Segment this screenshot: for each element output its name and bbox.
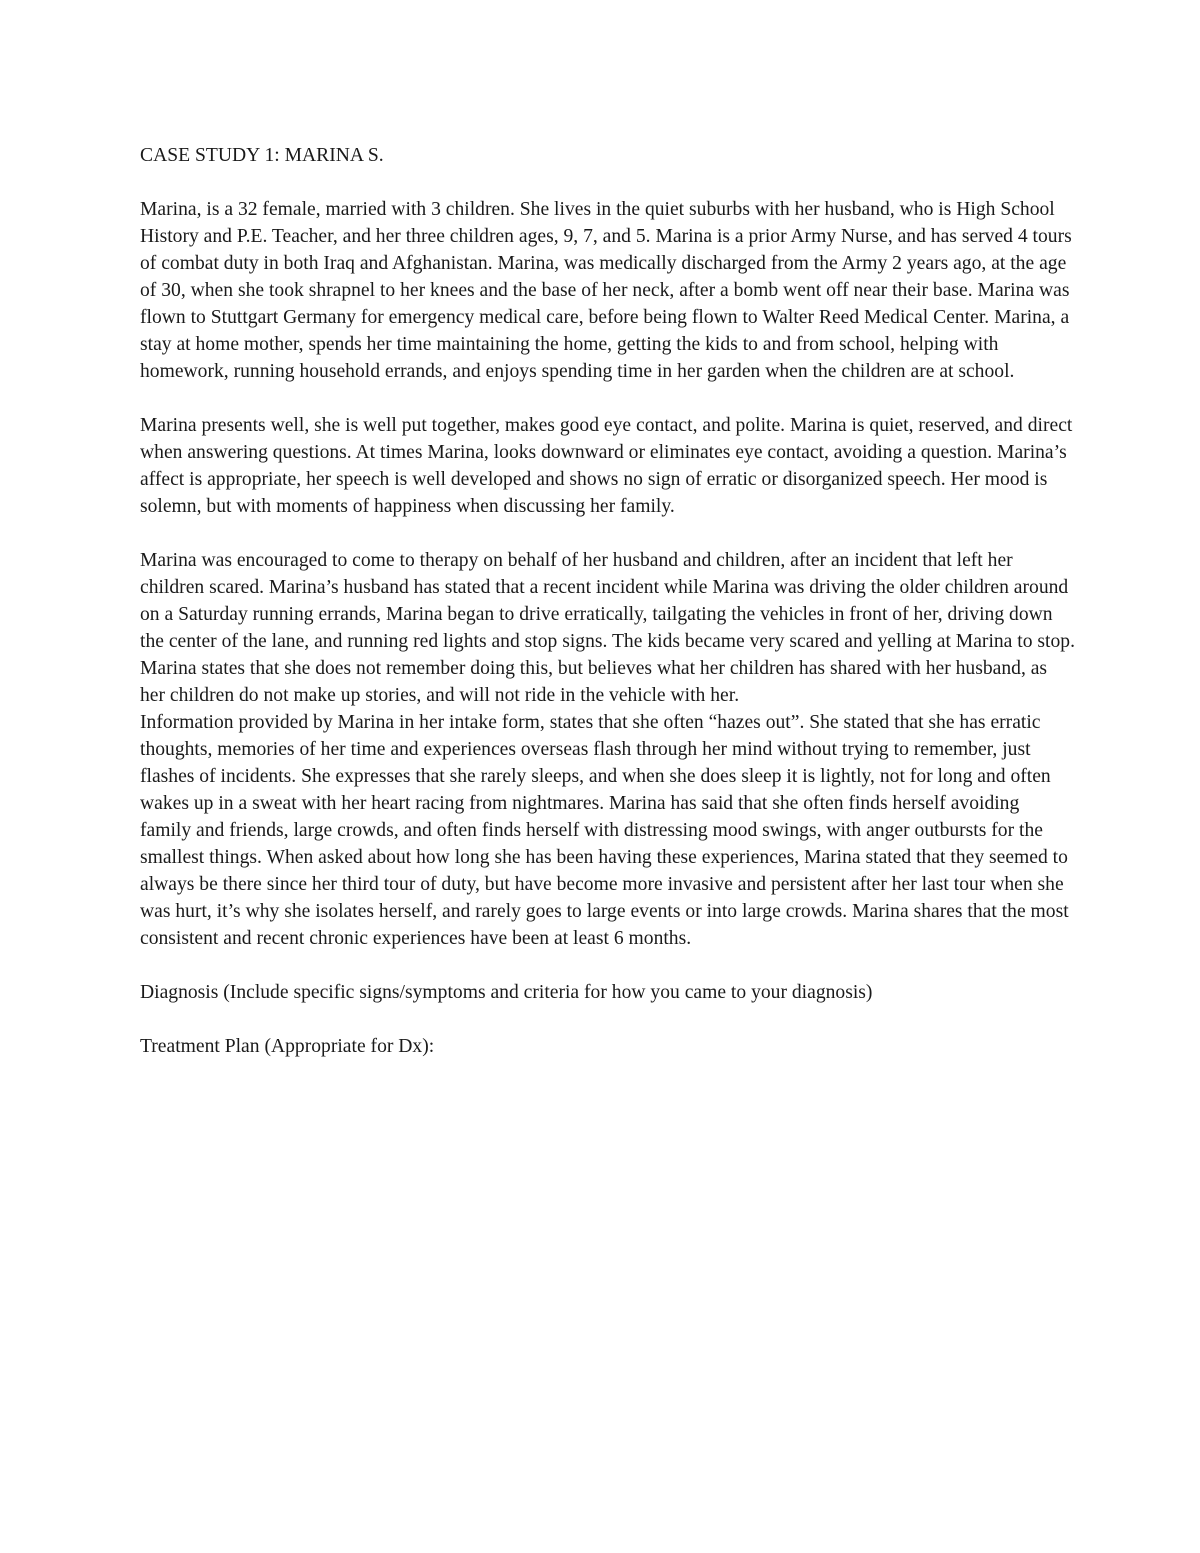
paragraph-background: Marina, is a 32 female, married with 3 children. She lives in the quiet suburbs with her husband, who is High School History and P.E. Teacher, and her three children ages, 9, 7, and 5. Marina is a prior Army Nurse, and has served 4 tours of combat duty in both Iraq and Afghanistan. Marina, was medically discharged from the Army 2 years ago, at the age of 30, when she took shrapnel to her knees and the base of her neck, after a bomb went off near their base. Marina was flown to Stuttgart Germany for emergency medical care, before being flown to Walter Reed Medical Center. Marina, a stay at home mother, spends her time maintaining the home, getting the kids to and from school, helping with homework, running household errands, and enjoys spending time in her garden when the children are at school. (140, 199, 1072, 382)
paragraph-intake: Information provided by Marina in her intake form, states that she often “hazes out”. She stated that she has erratic thoughts, memories of her time and experiences overseas flash through her mind without trying to remember, just flashes of incidents. She expresses that she rarely sleeps, and when she does sleep it is lightly, not for long and often wakes up in a sweat with her heart racing from nightmares. Marina has said that she often finds herself avoiding family and friends, large crowds, and often finds herself with distressing mood swings, with anger outbursts for the smallest things. When asked about how long she has been having these experiences, Marina stated that they seemed to always be there since her third tour of duty, but have become more invasive and persistent after her last tour when she was hurt, it’s why she isolates herself, and rarely goes to large events or into large crowds. Marina shares that the most consistent and recent chronic experiences have been at least 6 months. (140, 712, 1069, 949)
case-study-title: CASE STUDY 1: MARINA S. (140, 145, 384, 166)
treatment-plan-heading: Treatment Plan (Appropriate for Dx): (140, 1036, 435, 1057)
paragraph-incident: Marina was encouraged to come to therapy on behalf of her husband and children, after an incident that left her children scared. Marina’s husband has stated that a recent incident while Marina was driving the older children around on a Saturday running errands, Marina began to drive erratically, tailgating the vehicles in front of her, driving down the center of the lane, and running red lights and stop signs. The kids became very scared and yelling at Marina to stop. Marina states that she does not remember doing this, but believes what her children has shared with her husband, as her children do not make up stories, and will not ride in the vehicle with her. (140, 550, 1075, 706)
paragraph-presentation: Marina presents well, she is well put together, makes good eye contact, and polite. Marina is quiet, reserved, and direct when answering questions. At times Marina, looks downward or eliminates eye contact, avoiding a question. Marina’s affect is appropriate, her speech is well developed and shows no sign of erratic or disorganized speech. Her mood is solemn, but with moments of happiness when discussing her family. (140, 415, 1073, 517)
diagnosis-heading: Diagnosis (Include specific signs/symptoms and criteria for how you came to your diagnosis) (140, 982, 873, 1003)
document-body (140, 142, 1075, 1060)
